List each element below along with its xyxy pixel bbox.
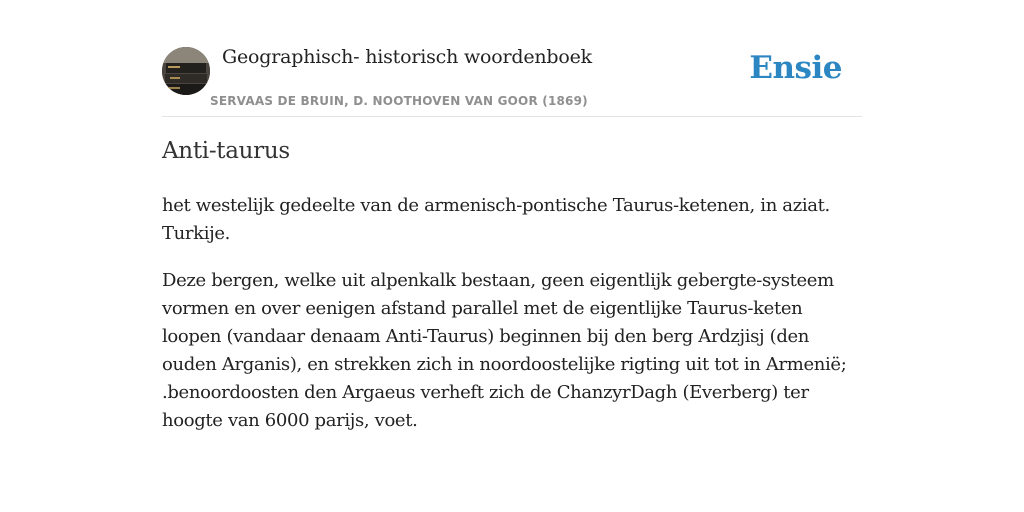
book-title[interactable]: Geographisch- historisch woordenboek — [222, 46, 592, 68]
entry-paragraph: Deze bergen, welke uit alpenkalk bestaan, geen eigentlijk gebergte-systeem vormen en over eenigen afstand parallel met de eigentlijke Taurus-keten loopen (vandaar denaam Anti-Taurus) beginnen bij den berg Ardzjisj (den ouden Arganis), en strekken zich in noordoostelijke rigting uit tot in Armenië; .benoordoosten den Argaeus verheft zich de ChanzyrDagh (Everberg) ter hoogte van 6000 parijs, voet. — [162, 270, 847, 431]
entry-content — [162, 192, 862, 454]
book-authors-year: SERVAAS DE BRUIN, D. NOOTHOVEN VAN GOOR (1869) — [210, 94, 588, 108]
book-stack-icon — [162, 47, 210, 95]
entry-title: Anti-taurus — [162, 138, 290, 164]
header — [162, 44, 862, 117]
book-cover-avatar[interactable] — [162, 47, 210, 95]
ensie-logo[interactable]: Ensie — [749, 50, 842, 86]
entry-paragraph: het westelijk gedeelte van de armenisch-pontische Taurus-ketenen, in aziat. Turkije. — [162, 195, 830, 244]
